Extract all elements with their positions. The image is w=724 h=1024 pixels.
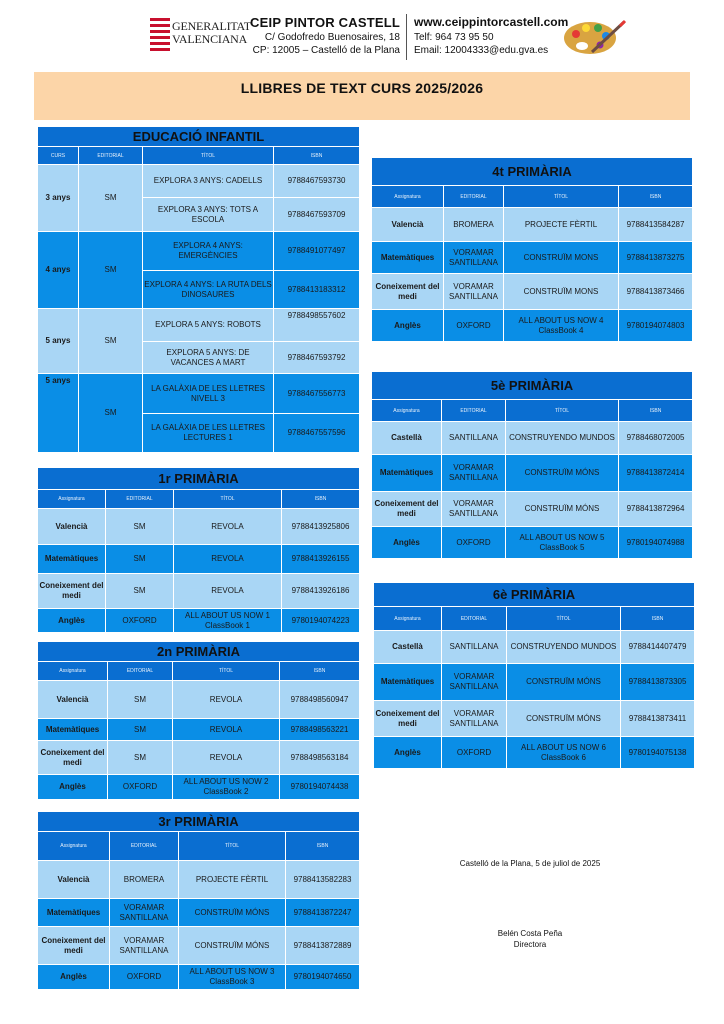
table-cell-title: EXPLORA 4 ANYS: EMERGÈNCIES: [143, 232, 274, 271]
table-cell-isbn: 9788413584287: [619, 208, 693, 242]
table-cell-title: EXPLORA 3 ANYS: CADELLS: [143, 165, 274, 198]
table-cell-editorial: OXFORD: [442, 527, 506, 559]
table-cell-editorial: OXFORD: [110, 965, 179, 990]
primaria-2-table: [37, 641, 360, 800]
table-cell-editorial: SM: [106, 574, 174, 609]
table-cell-subject: Castellà: [372, 422, 442, 455]
table-cell-editorial: SM: [79, 232, 143, 309]
table-cell-editorial: OXFORD: [108, 775, 173, 800]
table-cell-editorial: VORAMAR SANTILLANA: [442, 455, 506, 492]
table-cell-title: REVOLA: [174, 545, 282, 574]
table-row: [38, 741, 360, 775]
table-cell-isbn: 9788498557602: [274, 309, 360, 342]
table-cell-title: EXPLORA 5 ANYS: DE VACANCES A MART: [143, 342, 274, 374]
primaria-1-title: 1r PRIMÀRIA: [38, 468, 360, 490]
table-row: [38, 861, 360, 899]
table-cell-title: CONSTRUÏM MÓNS: [506, 492, 619, 527]
table-cell-subject: Coneixement del medi: [372, 274, 444, 310]
table-row: [374, 737, 695, 769]
generalitat-logo: [150, 14, 251, 58]
header-titol: TÍTOL: [174, 490, 282, 509]
table-cell-subject: Anglès: [38, 775, 108, 800]
logo-line-1: GENERALITAT: [172, 19, 251, 33]
primaria-4-table: [371, 157, 693, 342]
table-cell-editorial: BROMERA: [110, 861, 179, 899]
header-assignatura: Assignatura: [372, 400, 442, 422]
table-row: [372, 422, 693, 455]
table-cell-editorial: VORAMAR SANTILLANA: [110, 927, 179, 965]
table-cell-isbn: 9780194074803: [619, 310, 693, 342]
primaria-5-table: [371, 371, 693, 559]
table-cell-subject: Coneixement del medi: [38, 574, 106, 609]
table-row: [372, 492, 693, 527]
table-cell-isbn: 9788413926155: [282, 545, 360, 574]
header-isbn: ISBN: [619, 186, 693, 208]
table-row: [372, 455, 693, 492]
table-cell-title: CONSTRUÏM MONS: [504, 274, 619, 310]
header-isbn: ISBN: [274, 147, 360, 165]
school-email[interactable]: Email: 12004333@edu.gva.es: [414, 45, 549, 56]
table-cell-subject: Anglès: [38, 609, 106, 633]
header-titol: TÍTOL: [507, 607, 621, 631]
table-cell-isbn: 9788491077497: [274, 232, 360, 271]
infantil-table: [37, 126, 360, 453]
header-editorial: EDITORIAL: [108, 662, 173, 681]
table-cell-isbn: 9788413183312: [274, 271, 360, 309]
table-cell-editorial: SM: [108, 741, 173, 775]
primaria-4-title: 4t PRIMÀRIA: [372, 158, 693, 186]
table-cell-title: EXPLORA 4 ANYS: LA RUTA DELS DINOSAURES: [143, 271, 274, 309]
primaria-2-title: 2n PRIMÀRIA: [38, 642, 360, 662]
table-row: [372, 527, 693, 559]
table-cell-subject: Coneixement del medi: [38, 927, 110, 965]
header-curs: CURS: [38, 147, 79, 165]
table-cell-title: ALL ABOUT US NOW 5 ClassBook 5: [506, 527, 619, 559]
table-cell-title: REVOLA: [174, 574, 282, 609]
table-cell-title: PROJECTE FÈRTIL: [504, 208, 619, 242]
school-info: [250, 16, 400, 57]
table-cell-title: CONSTRUÏM MÓNS: [507, 701, 621, 737]
table-row: [38, 965, 360, 990]
table-cell-editorial: SM: [106, 509, 174, 545]
primaria-3-title: 3r PRIMÀRIA: [38, 812, 360, 832]
table-cell-isbn: 9788498563184: [280, 741, 360, 775]
school-cp-city: CP: 12005 – Castelló de la Plana: [252, 45, 400, 56]
table-cell-editorial: SM: [79, 309, 143, 374]
table-cell-editorial: SM: [108, 681, 173, 719]
table-row: [372, 274, 693, 310]
table-row: [38, 574, 360, 609]
table-cell-title: ALL ABOUT US NOW 6 ClassBook 6: [507, 737, 621, 769]
header-isbn: ISBN: [286, 832, 360, 861]
table-cell-isbn: 9780194074650: [286, 965, 360, 990]
table-row: [38, 899, 360, 927]
table-row: [374, 701, 695, 737]
logo-line-2: VALENCIANA: [172, 32, 248, 46]
table-cell-subject: Coneixement del medi: [374, 701, 442, 737]
table-row: [372, 208, 693, 242]
table-cell-isbn: 9788498560947: [280, 681, 360, 719]
header-titol: TÍTOL: [504, 186, 619, 208]
title-banner: [34, 72, 690, 120]
table-cell-subject: Castellà: [374, 631, 442, 664]
table-cell-editorial: OXFORD: [444, 310, 504, 342]
header-titol: TÍTOL: [143, 147, 274, 165]
header-assignatura: Assignatura: [38, 662, 108, 681]
signature-block: [430, 928, 630, 950]
signature-name: Belén Costa Peña: [497, 929, 563, 938]
table-row: [372, 310, 693, 342]
table-cell-editorial: SM: [79, 374, 143, 453]
table-cell-title: CONSTRUÏM MÓNS: [179, 927, 286, 965]
table-cell-title: EXPLORA 5 ANYS: ROBOTS: [143, 309, 274, 342]
table-cell-subject: Matemàtiques: [374, 664, 442, 701]
table-cell-subject: Matemàtiques: [38, 899, 110, 927]
table-cell-isbn: 9788413926186: [282, 574, 360, 609]
header-assignatura: Assignatura: [38, 832, 110, 861]
table-cell-isbn: 9788414407479: [621, 631, 695, 664]
table-row: [38, 545, 360, 574]
header-isbn: ISBN: [280, 662, 360, 681]
table-cell-isbn: 9788413873466: [619, 274, 693, 310]
primaria-1-table: [37, 467, 360, 633]
table-cell-isbn: 9780194074438: [280, 775, 360, 800]
table-cell-title: ALL ABOUT US NOW 2 ClassBook 2: [173, 775, 280, 800]
table-cell-isbn: 9788467593792: [274, 342, 360, 374]
table-cell-subject: Anglès: [38, 965, 110, 990]
table-cell-editorial: SM: [79, 165, 143, 232]
table-cell-isbn: 9788413873275: [619, 242, 693, 274]
table-cell-title: EXPLORA 3 ANYS: TOTS A ESCOLA: [143, 198, 274, 232]
table-cell-editorial: SANTILLANA: [442, 422, 506, 455]
table-row: [38, 775, 360, 800]
header-assignatura: Assignatura: [38, 490, 106, 509]
header-titol: TÍTOL: [173, 662, 280, 681]
table-cell-isbn: 9788467556773: [274, 374, 360, 414]
table-cell-title: CONSTRUÏM MÓNS: [179, 899, 286, 927]
table-cell-subject: Valencià: [38, 681, 108, 719]
paint-palette-icon: [562, 16, 626, 56]
table-cell-subject: Valencià: [38, 509, 106, 545]
table-cell-editorial: VORAMAR SANTILLANA: [110, 899, 179, 927]
table-cell-isbn: 9788467593709: [274, 198, 360, 232]
table-cell-subject: Valencià: [38, 861, 110, 899]
contact-info: [414, 15, 569, 57]
table-cell-title: ALL ABOUT US NOW 3 ClassBook 3: [179, 965, 286, 990]
table-cell-title: REVOLA: [173, 741, 280, 775]
table-cell-subject: Matemàtiques: [38, 719, 108, 741]
table-cell-subject: Matemàtiques: [372, 455, 442, 492]
header-titol: TÍTOL: [179, 832, 286, 861]
table-cell-isbn: 9780194075138: [621, 737, 695, 769]
school-address: C/ Godofredo Buenosaires, 18: [264, 32, 400, 43]
table-cell-curs: 5 anys: [38, 374, 79, 453]
table-cell-subject: Coneixement del medi: [38, 741, 108, 775]
table-cell-editorial: VORAMAR SANTILLANA: [442, 664, 507, 701]
table-cell-subject: Anglès: [374, 737, 442, 769]
header-divider: [406, 14, 407, 60]
table-cell-isbn: 9780194074223: [282, 609, 360, 633]
school-name: CEIP PINTOR CASTELL: [250, 15, 400, 30]
primaria-6-table: [373, 582, 695, 769]
header-assignatura: Assignatura: [374, 607, 442, 631]
table-cell-isbn: 9788413873411: [621, 701, 695, 737]
school-phone: Telf: 964 73 95 50: [414, 32, 494, 43]
table-cell-subject: Anglès: [372, 310, 444, 342]
header-isbn: ISBN: [282, 490, 360, 509]
table-row: [38, 509, 360, 545]
table-row: [372, 242, 693, 274]
table-cell-subject: Matemàtiques: [372, 242, 444, 274]
table-cell-editorial: SM: [106, 545, 174, 574]
table-cell-title: CONSTRUÏM MÓNS: [506, 455, 619, 492]
table-cell-title: CONSTRUYENDO MUNDOS: [506, 422, 619, 455]
table-cell-title: CONSTRUÏM MÓNS: [507, 664, 621, 701]
table-cell-editorial: OXFORD: [106, 609, 174, 633]
table-cell-editorial: SM: [108, 719, 173, 741]
header-editorial: EDITORIAL: [106, 490, 174, 509]
table-cell-editorial: VORAMAR SANTILLANA: [442, 701, 507, 737]
table-row: [374, 664, 695, 701]
table-row: [38, 927, 360, 965]
table-cell-isbn: 9788413872414: [619, 455, 693, 492]
table-cell-isbn: 9788413925806: [282, 509, 360, 545]
table-cell-editorial: VORAMAR SANTILLANA: [444, 274, 504, 310]
table-cell-isbn: 9780194074988: [619, 527, 693, 559]
header-isbn: ISBN: [619, 400, 693, 422]
signature-role: Directora: [513, 940, 547, 949]
table-cell-editorial: SANTILLANA: [442, 631, 507, 664]
table-row: [38, 681, 360, 719]
table-cell-isbn: 9788468072005: [619, 422, 693, 455]
table-cell-editorial: VORAMAR SANTILLANA: [444, 242, 504, 274]
table-cell-curs: 5 anys: [38, 309, 79, 374]
table-cell-editorial: OXFORD: [442, 737, 507, 769]
table-row: [38, 609, 360, 633]
header-editorial: EDITORIAL: [79, 147, 143, 165]
header-titol: TÍTOL: [506, 400, 619, 422]
table-cell-isbn: 9788413873305: [621, 664, 695, 701]
table-cell-title: REVOLA: [174, 509, 282, 545]
header-isbn: ISBN: [621, 607, 695, 631]
table-cell-title: CONSTRUYENDO MUNDOS: [507, 631, 621, 664]
table-cell-title: REVOLA: [173, 681, 280, 719]
primaria-3-table: [37, 811, 360, 990]
table-cell-isbn: 9788413582283: [286, 861, 360, 899]
generalitat-stripes-icon: [150, 16, 170, 56]
table-cell-isbn: 9788413872889: [286, 927, 360, 965]
page-title: LLIBRES DE TEXT CURS 2025/2026: [240, 80, 484, 96]
primaria-5-title: 5è PRIMÀRIA: [372, 372, 693, 400]
table-cell-isbn: 9788467557596: [274, 414, 360, 453]
table-cell-title: LA GALÀXIA DE LES LLETRES NIVELL 3: [143, 374, 274, 414]
table-cell-curs: 3 anys: [38, 165, 79, 232]
table-cell-isbn: 9788498563221: [280, 719, 360, 741]
table-cell-isbn: 9788413872247: [286, 899, 360, 927]
table-cell-subject: Matemàtiques: [38, 545, 106, 574]
table-cell-isbn: 9788413872964: [619, 492, 693, 527]
infantil-title: EDUCACIÓ INFANTIL: [38, 127, 360, 147]
table-cell-isbn: 9788467593730: [274, 165, 360, 198]
table-cell-subject: Coneixement del medi: [372, 492, 442, 527]
header-assignatura: Assignatura: [372, 186, 444, 208]
table-cell-subject: Valencià: [372, 208, 444, 242]
header-editorial: EDITORIAL: [444, 186, 504, 208]
primaria-6-title: 6è PRIMÀRIA: [374, 583, 695, 607]
table-cell-title: PROJECTE FÈRTIL: [179, 861, 286, 899]
table-cell-subject: Anglès: [372, 527, 442, 559]
table-cell-title: REVOLA: [173, 719, 280, 741]
table-cell-title: LA GALÀXIA DE LES LLETRES LECTURES 1: [143, 414, 274, 453]
header-editorial: EDITORIAL: [442, 607, 507, 631]
table-cell-title: ALL ABOUT US NOW 4 ClassBook 4: [504, 310, 619, 342]
table-cell-title: CONSTRUÏM MONS: [504, 242, 619, 274]
header-editorial: EDITORIAL: [442, 400, 506, 422]
header-editorial: EDITORIAL: [110, 832, 179, 861]
table-cell-editorial: BROMERA: [444, 208, 504, 242]
table-cell-title: ALL ABOUT US NOW 1 ClassBook 1: [174, 609, 282, 633]
generalitat-logo-text: [172, 20, 251, 46]
table-cell-curs: 4 anys: [38, 232, 79, 309]
table-cell-editorial: VORAMAR SANTILLANA: [442, 492, 506, 527]
school-web-link[interactable]: www.ceippintorcastell.com: [414, 15, 569, 29]
signature-date: Castelló de la Plana, 5 de juliol de 2025: [459, 859, 601, 868]
table-row: [374, 631, 695, 664]
table-row: [38, 719, 360, 741]
